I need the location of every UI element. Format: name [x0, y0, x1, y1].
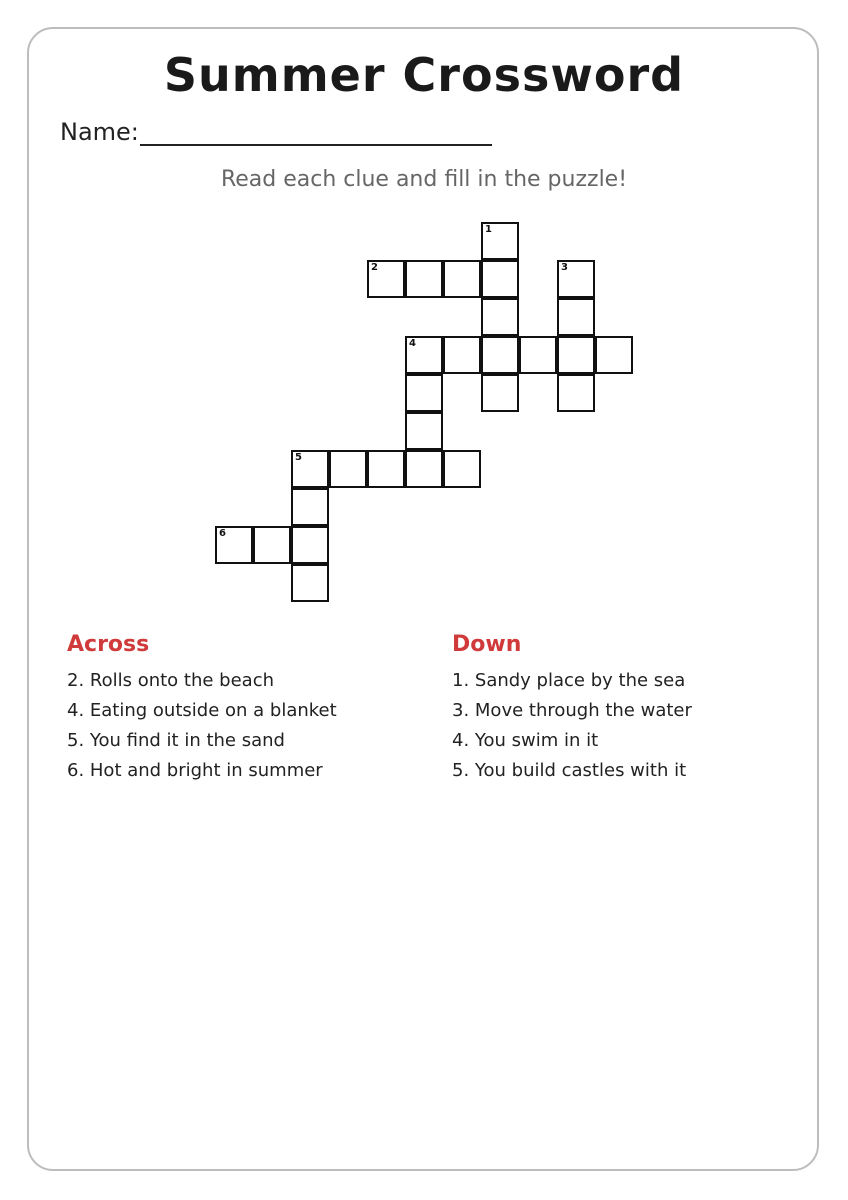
name-label: Name: [60, 118, 139, 146]
clue-number: 3 [561, 262, 568, 273]
down-clue: 3. Move through the water [452, 700, 692, 721]
crossword-cell[interactable] [405, 336, 443, 374]
crossword-cell[interactable] [443, 450, 481, 488]
across-clue: 5. You find it in the sand [67, 730, 285, 751]
crossword-cell[interactable] [405, 374, 443, 412]
crossword-cell[interactable] [291, 526, 329, 564]
crossword-cell[interactable] [481, 260, 519, 298]
crossword-cell[interactable] [367, 450, 405, 488]
crossword-cell[interactable] [481, 336, 519, 374]
clue-number: 4 [409, 338, 416, 349]
crossword-cell[interactable] [291, 564, 329, 602]
page-title: Summer Crossword [163, 48, 685, 102]
clue-number: 6 [219, 528, 226, 539]
crossword-cell[interactable] [557, 298, 595, 336]
clue-number: 5 [295, 452, 302, 463]
crossword-cell[interactable] [443, 260, 481, 298]
name-line[interactable] [140, 144, 492, 146]
worksheet-border [27, 27, 819, 1171]
crossword-cell[interactable] [519, 336, 557, 374]
crossword-cell[interactable] [557, 260, 595, 298]
instructions: Read each clue and fill in the puzzle! [220, 167, 628, 192]
crossword-cell[interactable] [557, 374, 595, 412]
down-clue: 1. Sandy place by the sea [452, 670, 686, 691]
crossword-cell[interactable] [557, 336, 595, 374]
across-clue: 6. Hot and bright in summer [67, 760, 323, 781]
crossword-cell[interactable] [215, 526, 253, 564]
down-clue: 5. You build castles with it [452, 760, 687, 781]
crossword-cell[interactable] [405, 260, 443, 298]
crossword-cell[interactable] [405, 450, 443, 488]
across-clues [67, 632, 337, 786]
crossword-cell[interactable] [481, 222, 519, 260]
clue-number: 1 [485, 224, 492, 235]
crossword-cell[interactable] [405, 412, 443, 450]
crossword-cell[interactable] [253, 526, 291, 564]
clue-number: 2 [371, 262, 378, 273]
crossword-cell[interactable] [291, 450, 329, 488]
crossword-cell[interactable] [443, 336, 481, 374]
crossword-cell[interactable] [367, 260, 405, 298]
across-clue: 4. Eating outside on a blanket [67, 700, 337, 721]
across-clue: 2. Rolls onto the beach [67, 670, 275, 691]
crossword-cell[interactable] [481, 374, 519, 412]
crossword-cell[interactable] [291, 488, 329, 526]
down-clue: 4. You swim in it [452, 730, 599, 751]
down-clues [452, 632, 692, 786]
across-heading: Across [67, 632, 150, 657]
crossword-cell[interactable] [481, 298, 519, 336]
crossword-cell[interactable] [595, 336, 633, 374]
crossword-cell[interactable] [329, 450, 367, 488]
down-heading: Down [452, 632, 522, 657]
